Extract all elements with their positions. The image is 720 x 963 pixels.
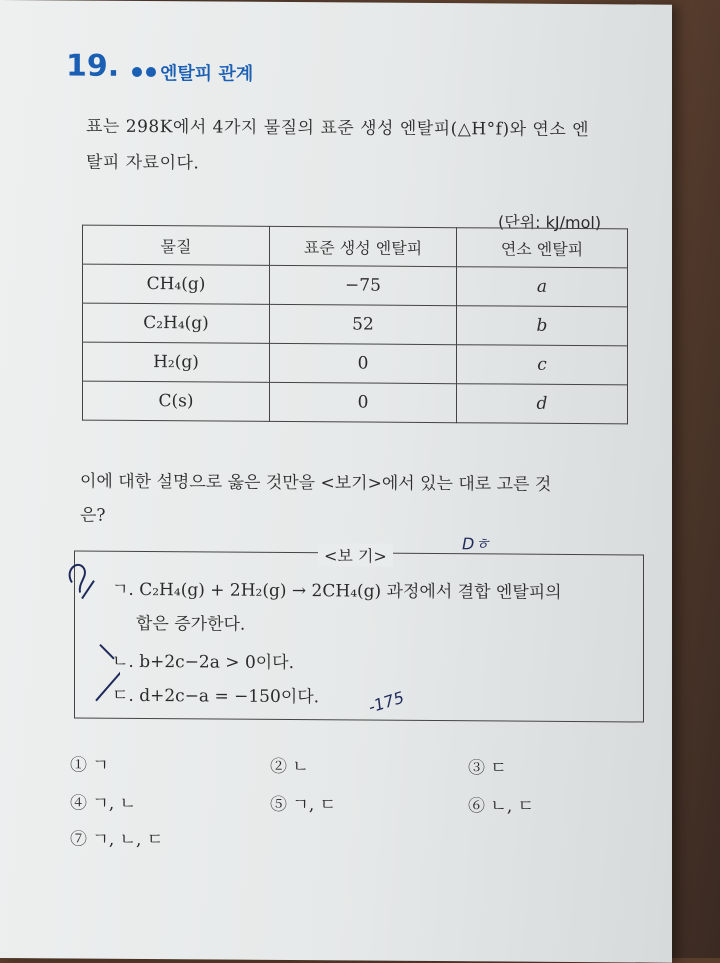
formation-cell: −75 (270, 265, 457, 305)
choice-1[interactable]: ① ㄱ (70, 755, 109, 776)
column-header: 연소 엔탈피 (457, 228, 628, 268)
combustion-cell: d (457, 384, 628, 424)
bogi-title: <보 기> (318, 543, 393, 567)
handwritten-note: Dㅎ (462, 534, 490, 554)
column-header: 물질 (83, 225, 270, 265)
bogi-item-1-continued: 합은 증가한다. (136, 613, 246, 635)
handwritten-note: -175 (365, 687, 407, 717)
choice-6[interactable]: ⑥ ㄴ, ㄷ (468, 796, 535, 817)
stem-line: 탈피 자료이다. (86, 152, 200, 174)
combustion-cell: a (457, 267, 628, 307)
table-row (83, 342, 628, 385)
question-topic (132, 59, 253, 86)
topic-label: 엔탈피 관계 (160, 63, 254, 85)
difficulty-dot-icon (132, 67, 142, 77)
choice-5[interactable]: ⑤ ㄱ, ㄷ (270, 794, 337, 816)
substance-cell: C(s) (83, 381, 270, 421)
combustion-cell: b (457, 306, 628, 346)
question-prompt (80, 465, 640, 537)
substance-cell: C₂H₄(g) (83, 303, 270, 343)
table-row (83, 381, 628, 424)
stem-line: 표는 298K에서 4가지 물질의 표준 생성 엔탈피(△H°f)와 연소 엔 (86, 116, 590, 141)
choice-2[interactable]: ② ㄴ (270, 756, 309, 778)
difficulty-dot-icon (146, 67, 156, 77)
table-row (83, 264, 628, 307)
choice-3[interactable]: ③ ㄷ (468, 758, 507, 779)
prompt-line: 은? (80, 505, 106, 526)
formation-cell: 52 (270, 304, 457, 344)
bogi-item-3: ㄷ. d+2c−a = −150이다. (112, 685, 320, 708)
handwritten-marks (60, 552, 120, 702)
bogi-item-1: ㄱ. C₂H₄(g) + 2H₂(g) → 2CH₄(g) 과정에서 결합 엔탈피의 (112, 579, 562, 603)
column-header: 표준 생성 엔탈피 (270, 226, 457, 266)
question-number: 19. (66, 48, 120, 84)
substance-cell: H₂(g) (83, 342, 270, 382)
question-stem (86, 109, 636, 185)
answer-choices (70, 750, 610, 851)
choice-4[interactable]: ④ ㄱ, ㄴ (70, 793, 137, 814)
table-header-row (83, 225, 628, 268)
choice-7[interactable]: ⑦ ㄱ, ㄴ, ㄷ (70, 829, 164, 851)
bogi-item-2: ㄴ. b+2c−2a > 0이다. (112, 651, 295, 674)
formation-cell: 0 (270, 382, 457, 422)
prompt-line: 이에 대한 설명으로 옳은 것만을 <보기>에서 있는 대로 고른 것 (80, 471, 552, 495)
enthalpy-table (82, 225, 628, 425)
combustion-cell: c (457, 345, 628, 385)
table-unit: (단위: kJ/mol) (498, 212, 602, 233)
table-row (83, 303, 628, 346)
substance-cell: CH₄(g) (83, 264, 270, 304)
formation-cell: 0 (270, 343, 457, 383)
